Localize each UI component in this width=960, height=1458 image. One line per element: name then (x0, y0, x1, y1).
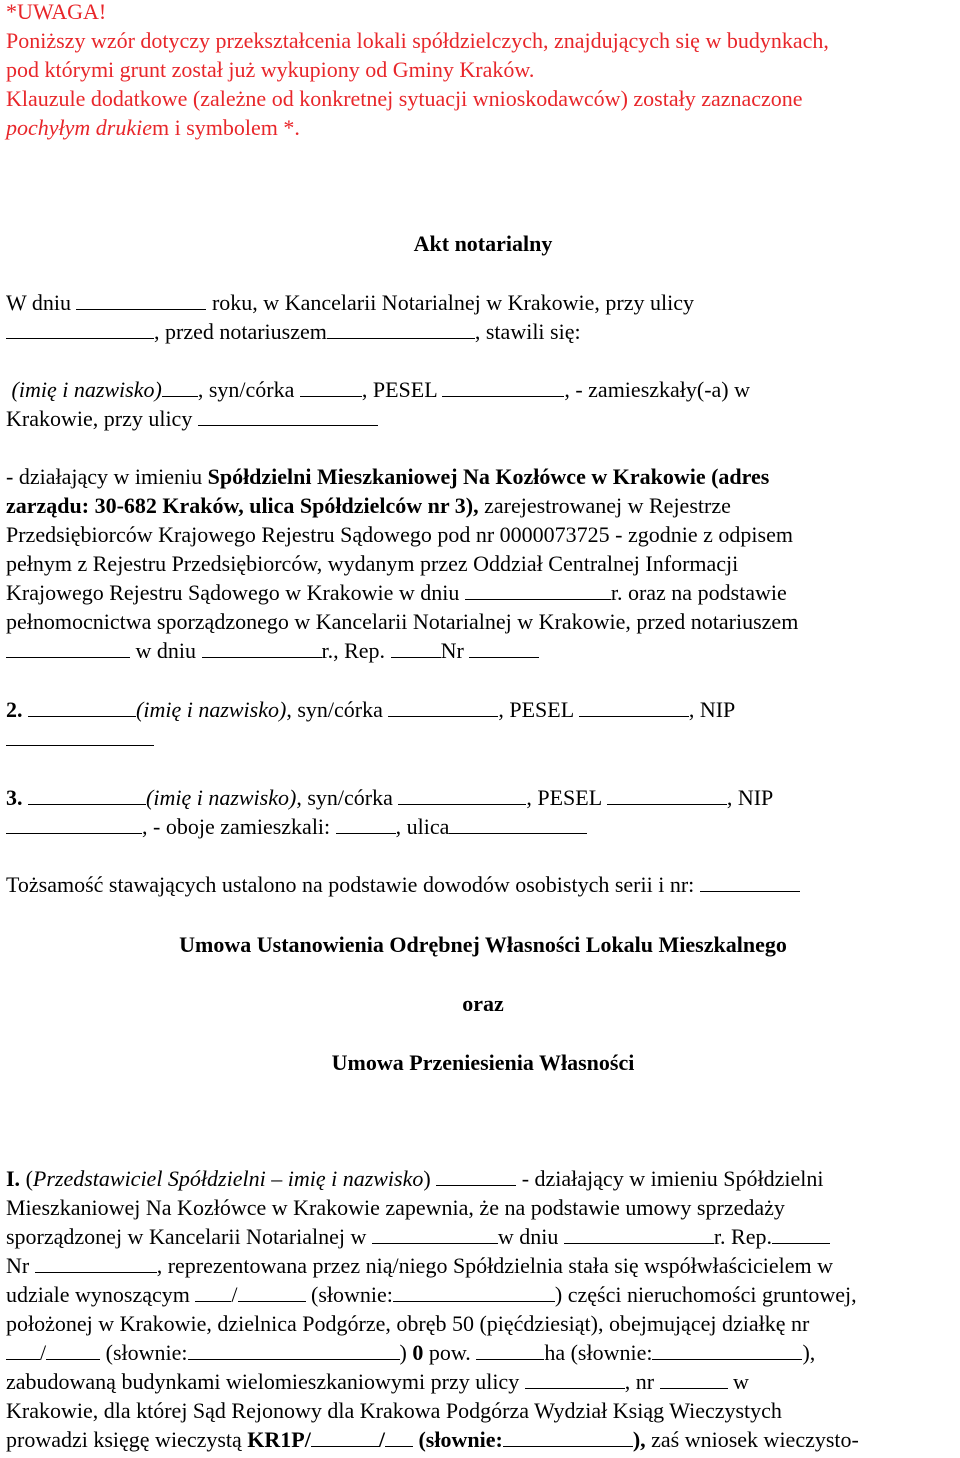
intro-line-1: W dniu roku, w Kancelarii Notarialnej w Krakowie, przy ulicy (6, 290, 694, 315)
blank-kw-1[interactable] (311, 1426, 379, 1447)
person3-line-2: , - oboje zamieszkali: , ulica (6, 812, 587, 842)
blank-poa-date[interactable] (202, 637, 322, 658)
blank-street[interactable] (6, 318, 154, 339)
section1-line-4: Nr , reprezentowana przez nią/niego Spółdzielnia stała się współwłaścicielem w (6, 1253, 833, 1278)
notice-line-3: pod którymi grunt został już wykupiony od Gminy Kraków. (6, 57, 535, 82)
notice-italic-text: pochyłym drukie (6, 115, 152, 140)
notice-line-2: Poniższy wzór dotyczy przekształcenia lokali spółdzielczych, znajdujących się w budynkach, (6, 28, 829, 53)
blank-nr2[interactable] (35, 1252, 157, 1273)
person1-line-2: Krakowie, przy ulicy (6, 404, 378, 434)
blank-sale-date[interactable] (564, 1223, 714, 1244)
blank-person2[interactable] (28, 696, 136, 717)
blank-area-words[interactable] (652, 1339, 802, 1360)
section1-line-10: prowadzi księgę wieczystą KR1P/ / (słownie: ), zaś wniosek wieczysto- (6, 1427, 859, 1452)
blank-area[interactable] (476, 1339, 544, 1360)
section1-line-3: sporządzonej w Kancelarii Notarialnej w w dniu r. Rep. (6, 1222, 830, 1252)
section1-line-5: udziale wynoszącym / (słownie: ) części nieruchomości gruntowej, (6, 1282, 857, 1307)
heading-contract-1: Umowa Ustanowienia Odrębnej Własności Lokalu Mieszkalnego (179, 932, 787, 957)
blank-nip2[interactable] (6, 725, 154, 746)
blank-date[interactable] (76, 289, 206, 310)
blank-parent1[interactable] (300, 376, 362, 397)
blank-person1[interactable] (162, 376, 198, 397)
blank-nip3[interactable] (6, 813, 142, 834)
blank-person3[interactable] (28, 784, 146, 805)
blank-parent3[interactable] (398, 784, 526, 805)
section1-line-2: Mieszkaniowej Na Kozłówce w Krakowie zapewnia, że na podstawie umowy sprzedaży (6, 1195, 785, 1220)
blank-plot-den[interactable] (46, 1339, 100, 1360)
blank-nr[interactable] (469, 637, 539, 658)
blank-plot-words[interactable] (188, 1339, 400, 1360)
coop-line-6: pełnomocnictwa sporządzonego w Kancelarii Notarialnej w Krakowie, przed notariuszem (6, 609, 799, 634)
blank-notary[interactable] (327, 318, 475, 339)
blank-parent2[interactable] (388, 696, 498, 717)
blank-kw-2[interactable] (385, 1426, 413, 1447)
blank-street1[interactable] (198, 405, 378, 426)
person1-line-1: (imię i nazwisko) , syn/córka , PESEL , - zamieszkały(-a) w (11, 377, 751, 402)
coop-line-1: - działający w imieniu Spółdzielni Mieszkaniowej Na Kozłówce w Krakowie (adres (6, 464, 770, 489)
identity-line: Tożsamość stawających ustalono na podstawie dowodów osobistych serii i nr: (6, 870, 800, 900)
blank-pesel3[interactable] (607, 784, 727, 805)
coop-line-5: Krajowego Rejestru Sądowego w Krakowie w dniu r. oraz na podstawie (6, 580, 787, 605)
blank-notary2[interactable] (6, 637, 130, 658)
blank-street4[interactable] (525, 1368, 625, 1389)
section1-line-6: położonej w Krakowie, dzielnica Podgórze, obręb 50 (pięćdziesiąt), obejmującej działkę nr (6, 1311, 810, 1336)
section1-line-9: Krakowie, dla której Sąd Rejonowy dla Krakowa Podgórza Wydział Ksiąg Wieczystych (6, 1398, 782, 1423)
section1-line-7: / (słownie: ) 0 pow. ha (słownie: ), (6, 1338, 815, 1368)
heading-oraz: oraz (462, 991, 504, 1016)
blank-office[interactable] (372, 1223, 498, 1244)
blank-kw-words[interactable] (503, 1426, 633, 1447)
coop-line-4: pełnym z Rejestru Przedsiębiorców, wydanym przez Oddział Centralnej Informacji (6, 551, 739, 576)
person2-line-2 (6, 724, 154, 754)
coop-line-7: w dniu r., Rep. Nr (6, 636, 539, 666)
notice-line-5: pochyłym drukiem i symbolem *. (6, 115, 300, 140)
blank-rep2[interactable] (772, 1223, 830, 1244)
coop-line-3: Przedsiębiorców Krajowego Rejestru Sądowego pod nr 0000073725 - zgodnie z odpisem (6, 522, 793, 547)
notice-line-1: *UWAGA! (6, 0, 107, 24)
blank-pesel2[interactable] (579, 696, 689, 717)
blank-representative[interactable] (436, 1165, 516, 1186)
blank-house-nr[interactable] (660, 1368, 728, 1389)
blank-id-number[interactable] (700, 871, 800, 892)
blank-plot-num[interactable] (6, 1339, 40, 1360)
blank-pesel1[interactable] (442, 376, 564, 397)
blank-rep[interactable] (391, 637, 441, 658)
blank-share-num[interactable] (195, 1281, 231, 1302)
notice-line-4: Klauzule dodatkowe (zależne od konkretnej sytuacji wnioskodawców) zostały zaznaczone (6, 86, 803, 111)
blank-street3[interactable] (449, 813, 587, 834)
heading-contract-2: Umowa Przeniesienia Własności (331, 1050, 635, 1075)
blank-krs-date[interactable] (465, 579, 611, 600)
document-title: Akt notarialny (413, 231, 553, 256)
section1-line-8: zabudowaną budynkami wielomieszkaniowymi przy ulicy , nr w (6, 1369, 749, 1394)
coop-line-2: zarządu: 30-682 Kraków, ulica Spółdzielców nr 3), zarejestrowanej w Rejestrze (6, 493, 731, 518)
blank-share-words[interactable] (393, 1281, 555, 1302)
section1-line-1: I. (Przedstawiciel Spółdzielni – imię i nazwisko) - działający w imieniu Spółdzielni (6, 1166, 824, 1191)
person3-line-1: 3. (imię i nazwisko), syn/córka , PESEL , NIP (6, 785, 774, 810)
blank-share-den[interactable] (238, 1281, 306, 1302)
blank-address3[interactable] (336, 813, 396, 834)
person2-line-1: 2. (imię i nazwisko), syn/córka , PESEL , NIP (6, 697, 736, 722)
intro-line-2: , przed notariuszem , stawili się: (6, 317, 581, 347)
